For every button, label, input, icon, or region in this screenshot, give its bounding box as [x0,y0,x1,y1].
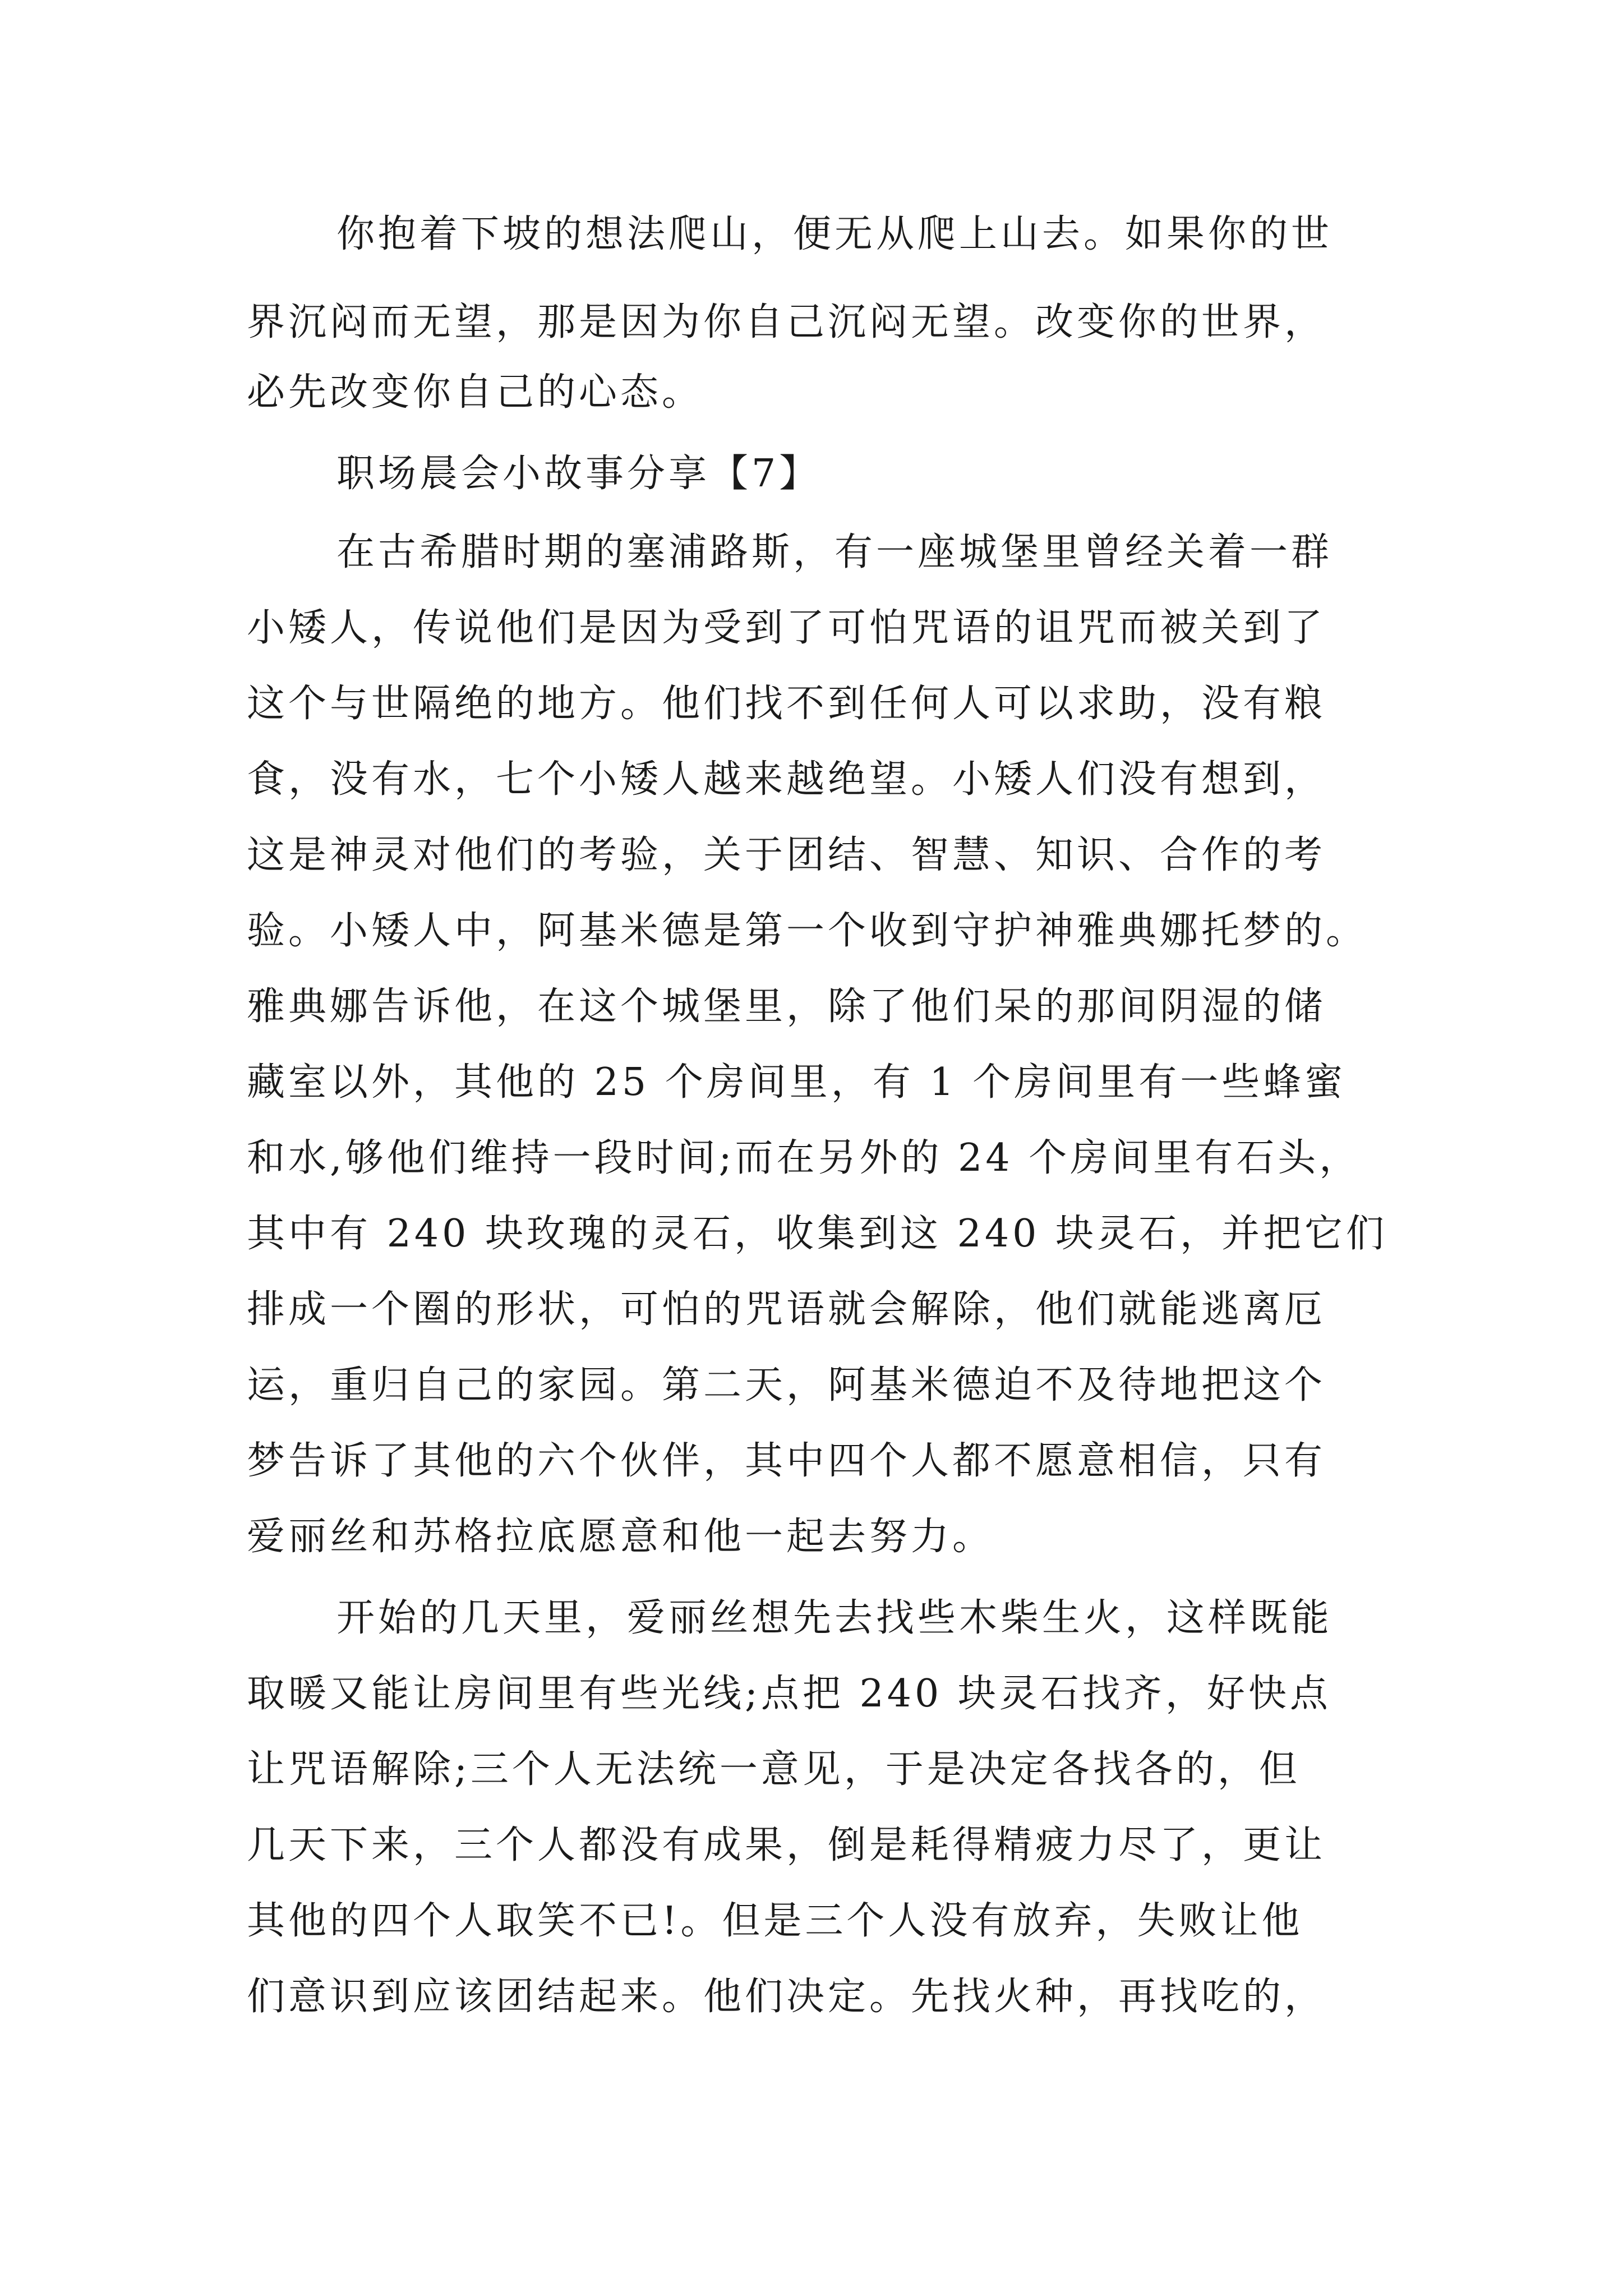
paragraph-line: 验。小矮人中，阿基米德是第一个收到守护神雅典娜托梦的。 [247,909,1368,953]
paragraph-line: 取暖又能让房间里有些光线;点把 240 块灵石找齐，好快点 [247,1672,1331,1716]
paragraph-line: 几天下来，三个人都没有成果，倒是耗得精疲力尽了，更让 [247,1823,1326,1867]
paragraph-line: 爱丽丝和苏格拉底愿意和他一起去努力。 [247,1515,994,1559]
paragraph-line: 其他的四个人取笑不已!。但是三个人没有放弃，失败让他 [247,1899,1303,1943]
paragraph-line: 这个与世隔绝的地方。他们找不到任何人可以求助，没有粮 [247,682,1326,726]
paragraph-line: 必先改变你自己的心态。 [247,370,704,415]
section-heading: 职场晨会小故事分享【7】 [336,452,821,496]
paragraph-line: 小矮人，传说他们是因为受到了可怕咒语的诅咒而被关到了 [247,606,1326,650]
paragraph-line: 在古希腊时期的塞浦路斯，有一座城堡里曾经关着一群 [336,530,1333,574]
paragraph-line: 开始的几天里，爱丽丝想先去找些木柴生火，这样既能 [336,1596,1333,1640]
paragraph-line: 食，没有水，七个小矮人越来越绝望。小矮人们没有想到， [247,757,1326,802]
paragraph-line: 其中有 240 块玫瑰的灵石，收集到这 240 块灵石，并把它们 [247,1212,1388,1256]
paragraph-line: 藏室以外，其他的 25 个房间里，有 1 个房间里有一些蜂蜜 [247,1060,1347,1105]
paragraph-line: 运，重归自己的家园。第二天，阿基米德迫不及待地把这个 [247,1363,1326,1407]
paragraph-line: 梦告诉了其他的六个伙伴，其中四个人都不愿意相信，只有 [247,1439,1326,1483]
paragraph-line: 让咒语解除;三个人无法统一意见，于是决定各找各的，但 [247,1747,1301,1792]
paragraph-line: 和水,够他们维持一段时间;而在另外的 24 个房间里有石头， [247,1136,1361,1180]
paragraph-line: 雅典娜告诉他，在这个城堡里，除了他们呆的那间阴湿的储 [247,984,1326,1029]
paragraph-line: 们意识到应该团结起来。他们决定。先找火种，再找吃的， [247,1975,1326,2019]
paragraph-line: 这是神灵对他们的考验，关于团结、智慧、知识、合作的考 [247,833,1326,877]
paragraph-line: 界沉闷而无望，那是因为你自己沉闷无望。改变你的世界， [247,300,1326,344]
paragraph-line: 排成一个圈的形状，可怕的咒语就会解除，他们就能逃离厄 [247,1287,1326,1332]
paragraph-line: 你抱着下坡的想法爬山，便无从爬上山去。如果你的世 [336,212,1333,256]
